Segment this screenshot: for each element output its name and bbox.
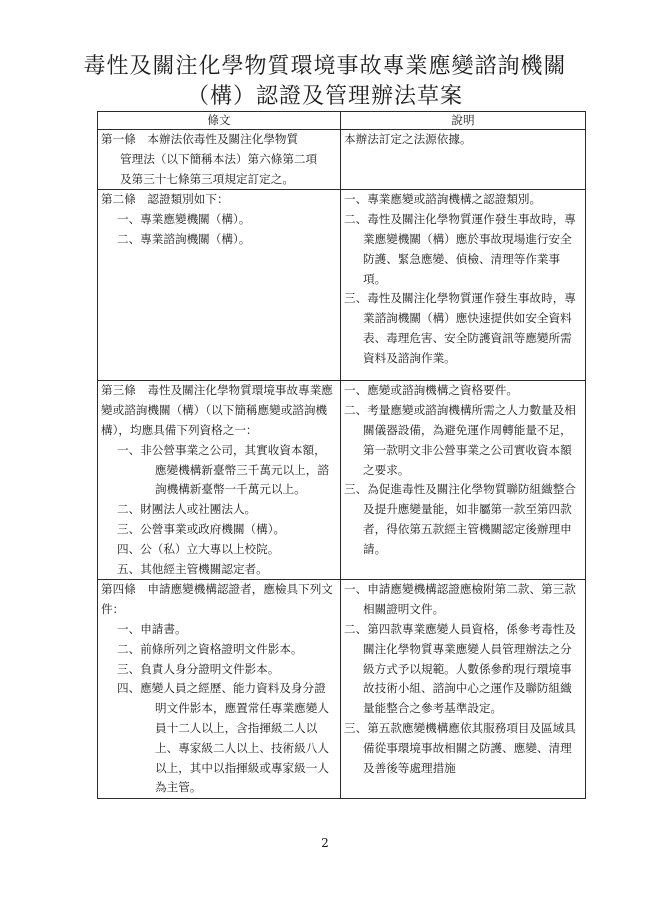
document-title-line1: 毒性及關注化學物質環境事故專業應變諮詢機關 xyxy=(83,54,567,79)
article-head: 第二條 認證類別如下： xyxy=(101,192,229,207)
table-header-row xyxy=(98,112,586,130)
article-item: 一、非公營事業之公司，其實收資本額，應變機構新臺幣三千萬元以上，諮詢機構新臺幣一千萬元以上。 xyxy=(117,442,329,497)
article-item: 二、專業諮詢機關（構）。 xyxy=(117,231,251,246)
article-item: 三、負責人身分證明文件影本。 xyxy=(117,661,280,676)
explanation-item: 二、第四款專業應變人員資格，係參考毒性及關注化學物質專業應變人員管理辦法之分級方式予以規範。人數係參酌現行環境事故技術小組、諮詢中心之運作及聯防組織量能整合之參考基準設定。 xyxy=(344,621,576,716)
article-item: 四、應變人員之經歷、能力資料及身分證明文件影本，應置常任專業應變人員十二人以上，含指揮級二人以上、專家級二人以上、技術級八人以上，其中以指揮級或專家級一人為主管。 xyxy=(117,681,329,795)
header-article: 條文 xyxy=(98,112,341,130)
article-item: 五、其他經主管機關認定者。 xyxy=(117,561,268,576)
header-explanation: 說明 xyxy=(341,112,586,130)
explanation-4-text xyxy=(341,580,586,799)
article-text-line: 管理法（以下簡稱本法）第六條第二項 xyxy=(120,151,318,166)
article-item: 二、前條所列之資格證明文件影本。 xyxy=(117,641,303,656)
article-head: 第三條 毒性及關注化學物質環境事故專業應變或諮詢機關（構）（以下簡稱應變或諮詢機構），均應具備下列資格之一： xyxy=(101,383,333,437)
explanation-item: 三、毒性及關注化學物質運作發生事故時，專業諮詢機關（構）應快速提供如安全資料表、毒理危害、安全防護資訊等應變所需資料及諮詢作業。 xyxy=(344,291,576,365)
page-number: 2 xyxy=(321,836,329,850)
article-text-line: 及第三十七條第三項規定訂定之。 xyxy=(120,171,294,186)
explanation-2-text xyxy=(341,190,586,381)
explanation-text-line: 本辦法訂定之法源依據。 xyxy=(344,132,472,146)
article-item: 一、專業應變機關（構）。 xyxy=(117,212,251,227)
explanation-item: 二、考量應變或諮詢機構所需之人力數量及相關儀器設備，為避免運作周轉能量不足，第一款明文非公營事業之公司實收資本額之要求。 xyxy=(344,403,576,477)
explanation-item: 二、毒性及關注化學物質運作發生事故時，專業應變機關（構）應於事故現場進行安全防護、緊急應變、偵檢、清理等作業事項。 xyxy=(344,212,576,286)
table-row-article-3 xyxy=(98,381,586,580)
document-title-line2: （構）認證及管理辦法草案 xyxy=(186,84,463,109)
regulation-table xyxy=(97,111,586,799)
explanation-item: 三、為促進毒性及關注化學物質聯防組織整合及提升應變量能，如非屬第一款至第四款者，得依第五款經主管機關認定後辦理申請。 xyxy=(344,482,576,556)
article-item: 三、公營事業或政府機關（構）。 xyxy=(117,521,286,536)
article-item: 一、申請書。 xyxy=(117,621,187,636)
article-item: 四、公（私）立大專以上校院。 xyxy=(117,541,280,556)
table-row-article-1 xyxy=(98,130,586,190)
explanation-item: 一、申請應變機構認證應檢附第二款、第三款相關證明文件。 xyxy=(344,582,576,617)
article-head: 第四條 申請應變機構認證者，應檢具下列文件： xyxy=(101,582,333,617)
article-text-line: 第一條 本辦法依毒性及關注化學物質 xyxy=(101,132,299,146)
explanation-item: 一、應變或諮詢機構之資格要件。 xyxy=(344,383,518,398)
explanation-item: 三、第五款應變機構應依其服務項目及區域具備從事環境事故相關之防護、應變、清理及善後等處理措施 xyxy=(344,720,576,775)
explanation-1-text xyxy=(341,130,586,190)
article-2-text xyxy=(98,190,341,381)
table-row-article-2 xyxy=(98,190,586,381)
article-1-text xyxy=(98,130,341,190)
table-row-article-4 xyxy=(98,580,586,799)
article-item: 二、財團法人或社團法人。 xyxy=(117,502,257,517)
article-4-text xyxy=(98,580,341,799)
article-3-text xyxy=(98,381,341,580)
explanation-3-text xyxy=(341,381,586,580)
explanation-item: 一、專業應變或諮詢機構之認證類別。 xyxy=(344,192,542,207)
